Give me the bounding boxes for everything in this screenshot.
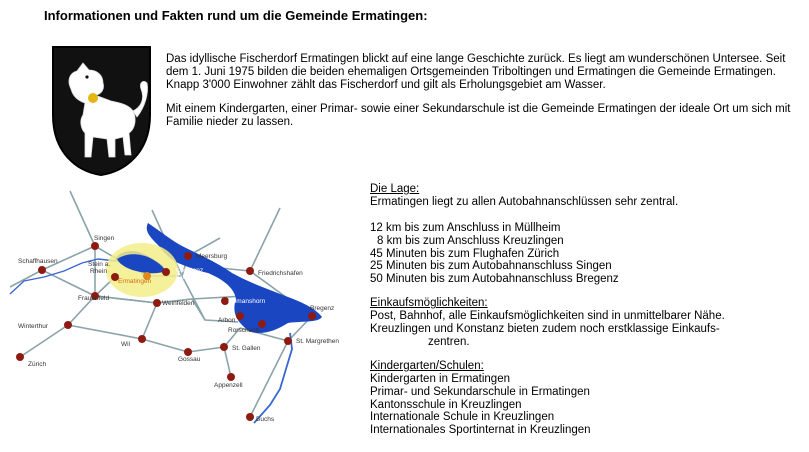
schulen-heading: Kindergarten/Schulen: — [370, 359, 484, 372]
city-dot-wil — [138, 335, 146, 343]
label-appenzell: Appenzell — [214, 382, 243, 389]
einkauf-line: zentren. — [428, 335, 470, 348]
lage-distance-item: 8 km bis zum Anschluss Kreuzlingen — [377, 234, 564, 247]
city-dot-friedrichshafen — [246, 267, 254, 275]
label-schaffhausen: Schaffhausen — [18, 258, 58, 265]
city-dot-bregenz — [308, 312, 316, 320]
page-title: Informationen und Fakten rund um die Gemeinde Ermatingen: — [44, 8, 428, 23]
city-dot-buchs — [246, 413, 254, 421]
intro-paragraph-2: Mit einem Kindergarten, einer Primar- sowie einer Sekundarschule ist die Gemeinde Ermatingen der ideale Ort um sich mit Familie nieder zu lassen. — [166, 102, 791, 128]
schulen-line: Kindergarten in Ermatingen — [370, 372, 510, 385]
schulen-line: Kantonsschule in Kreuzlingen — [370, 398, 522, 411]
city-dot-singen — [91, 242, 99, 250]
label-st-gallen: St. Gallen — [232, 345, 261, 352]
label-romanshorn: Romanshorn — [228, 298, 266, 305]
label-rorschach: Rorschach — [228, 327, 260, 334]
einkauf-heading: Einkaufsmöglichkeiten: — [370, 297, 488, 310]
lage-distance-item: 50 Minuten bis zum Autobahnanschluss Bregenz — [370, 273, 619, 286]
city-markers — [16, 242, 316, 421]
label-gossau: Gossau — [178, 356, 201, 363]
label-weinfelden: Weinfelden — [162, 300, 195, 307]
label-buchs: Buchs — [256, 416, 275, 423]
label-zurich: Zürich — [28, 361, 47, 368]
label-meersburg: Meersburg — [196, 253, 228, 260]
section-lage — [370, 183, 800, 286]
section-schulen — [370, 360, 800, 437]
city-dot-st-gallen — [220, 343, 228, 351]
section-einkauf — [370, 297, 800, 349]
city-dot-rorschach — [258, 320, 266, 328]
city-dot-st-margrethen — [284, 337, 292, 345]
city-dot-arbon — [236, 312, 244, 320]
lage-distance-item: 12 km bis zum Anschluss in Müllheim — [370, 221, 561, 234]
city-dot-meersburg — [184, 252, 192, 260]
label-kreuzlingen: Kreuzlingen — [176, 274, 211, 281]
lage-heading: Die Lage: — [370, 183, 420, 195]
label-st-margrethen: St. Margrethen — [296, 338, 339, 345]
collar — [88, 93, 98, 103]
label-konstanz: Konstanz — [176, 267, 204, 274]
lage-summary: Ermatingen liegt zu allen Autobahnanschlüssen sehr zentral. — [370, 195, 679, 208]
dog-eye — [85, 75, 88, 78]
label-wil: Wil — [121, 341, 131, 348]
einkauf-line: Post, Bahnhof, alle Einkaufsmöglichkeiten sind in unmittelbarer Nähe. — [370, 310, 725, 323]
label-arbon: Arbon — [218, 317, 236, 324]
schulen-line: Internationale Schule in Kreuzlingen — [370, 411, 555, 424]
city-dot-weinfelden — [153, 299, 161, 307]
label-bregenz: Bregenz — [310, 305, 335, 312]
intro-paragraph-1: Das idyllische Fischerdorf Ermatingen blickt auf eine lange Geschichte zurück. Es liegt am wunderschönen Untersee. Seit dem 1. Juni 1975 bilden die beiden ehemaligen Ortsgemeinden Triboltingen und Ermatingen die Gemeinde Ermatingen. Knapp 3'000 Einwohner zählt das Fischerdorf und gilt als Erholungsgebiet am Wasser. — [166, 53, 786, 92]
intro-text — [166, 53, 791, 139]
label-winterthur: Winterthur — [18, 323, 48, 330]
label-ermatingen: Ermatingen — [118, 278, 152, 285]
city-dot-gossau — [184, 348, 192, 356]
schulen-line: Internationales Sportinternat in Kreuzlingen — [370, 424, 591, 437]
city-dot-appenzell — [227, 373, 235, 381]
ermatingen-coat-of-arms — [49, 43, 154, 178]
label-stein-a: Stein a. — [88, 261, 111, 268]
einkauf-line: Kreuzlingen und Konstanz bieten zudem noch erstklassige Einkaufs- — [370, 323, 720, 336]
city-dot-winterthur — [64, 321, 72, 329]
region-map — [0, 183, 345, 452]
city-dot-konstanz — [162, 268, 170, 276]
city-dot-zurich — [16, 353, 24, 361]
label-singen: Singen — [94, 235, 115, 242]
label-rhein: Rhein — [90, 268, 107, 275]
lage-distance-item: 45 Minuten bis zum Flughafen Zürich — [370, 247, 560, 260]
facts-column — [370, 183, 800, 448]
label-frauenfeld: Frauenfeld — [78, 295, 110, 302]
lage-distance-item: 25 Minuten bis zum Autobahnanschluss Singen — [370, 260, 612, 273]
schulen-line: Primar- und Sekundarschule in Ermatingen — [370, 385, 590, 398]
city-dot-schaffhausen — [38, 266, 46, 274]
label-friedrichshafen: Friedrichshafen — [258, 270, 303, 277]
